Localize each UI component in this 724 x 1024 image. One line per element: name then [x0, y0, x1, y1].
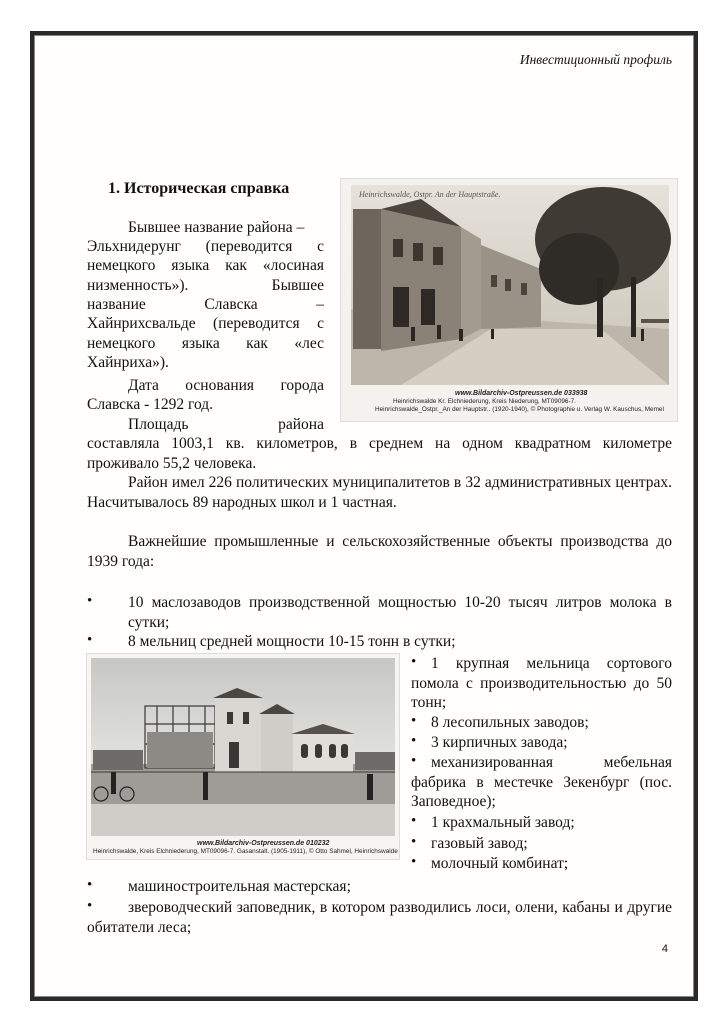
intro-line: Площадь района: [128, 416, 324, 433]
bullet-icon: •: [411, 654, 417, 670]
intro-line: Бывшее название района –: [128, 219, 305, 236]
bullet-icon: •: [411, 813, 417, 829]
intro-line: Хайнрихсвальде (переводится с: [87, 315, 324, 332]
bullet-icon: •: [87, 898, 93, 914]
industry-intro: Важнейшие промышленные и сельскохозяйственные объекты производства до 1939 года:: [87, 533, 672, 570]
list-item: машиностроительная мастерская;: [128, 878, 351, 895]
municipal-paragraph: Район имел 226 политических муниципалитетов в 32 административных центрах. Насчитывалось 89 народных школ и 1 частная.: [87, 474, 672, 511]
intro-line: название Славска –: [87, 296, 324, 313]
page-number: 4: [661, 943, 668, 955]
bullet-icon: •: [87, 632, 93, 648]
list-item: газовый завод;: [431, 835, 528, 852]
photo-caption-line: Heinrichswalde Kr. Elchniederung, Kreis Niederung, MT09096-7.: [393, 398, 576, 405]
list-item: 8 мельниц средней мощности 10-15 тонн в сутки;: [128, 633, 456, 650]
list-item: звероводческий заповедник, в котором разводились лоси, олени, кабаны и другие обитатели леса;: [87, 899, 672, 936]
bullet-icon: •: [411, 733, 417, 749]
list-item: 8 лесопильных заводов;: [431, 714, 589, 731]
list-item: механизированная мебельная фабрика в местечке Зекенбург (пос. Заповедное);: [411, 754, 672, 810]
street-photo: [340, 178, 678, 422]
bullet-icon: •: [411, 834, 417, 850]
photo-caption-site: www.Bildarchiv-Ostpreussen.de 033938: [455, 390, 588, 397]
list-item: молочный комбинат;: [431, 855, 569, 872]
bullet-icon: •: [411, 854, 417, 870]
bullet-icon: •: [411, 713, 417, 729]
photo-caption-line: Heinrichswalde, Kreis Elchniederung, MT09096-7. Gasanstalt. (1905-1911), © Otto Sahmel, Heinrichswalde: [93, 848, 398, 855]
section-title: 1. Историческая справка: [108, 180, 290, 197]
bullet-icon: •: [87, 877, 93, 893]
page-header: Инвестиционный профиль: [519, 52, 672, 67]
street-photo-image: [341, 179, 677, 421]
list-item: 10 маслозаводов производственной мощностью 10-20 тысяч литров молока в сутки;: [128, 594, 672, 631]
list-item: 3 кирпичных завода;: [431, 734, 568, 751]
intro-line: немецкого языка как «лосиная: [87, 257, 324, 274]
photo-caption-site: www.Bildarchiv-Ostpreussen.de 010232: [197, 840, 330, 847]
bullet-icon: •: [87, 593, 93, 609]
gasworks-photo-image: [87, 654, 399, 859]
list-item: 1 крупная мельница сортового помола с производительностью до 50 тонн;: [411, 655, 672, 711]
photo-overlay-text: Heinrichswalde, Ostpr. An der Hauptstraße.: [359, 190, 501, 199]
bullet-icon: •: [411, 753, 417, 769]
intro-line: немецкого языка как «лес: [87, 335, 324, 352]
list-item: 1 крахмальный завод;: [431, 814, 575, 831]
intro-line: Дата основания города: [128, 377, 324, 394]
intro-line: низменность»). Бывшее: [87, 277, 324, 294]
intro-line: Славска - 1292 год.: [87, 396, 214, 413]
photo-caption-line: Heinrichswalde_Ostpr._An der Hauptstr.. (1920-1940), © Photographie u. Verlag W. Kauschus, Memel: [375, 406, 664, 413]
intro-line: Хайнриха»).: [87, 354, 169, 371]
area-paragraph: составляла 1003,1 кв. километров, в среднем на одном квадратном километре проживало 55,2 человека.: [87, 435, 672, 472]
gasworks-photo: [86, 653, 400, 860]
intro-line: Эльхнидерунг (переводится с: [87, 238, 324, 255]
